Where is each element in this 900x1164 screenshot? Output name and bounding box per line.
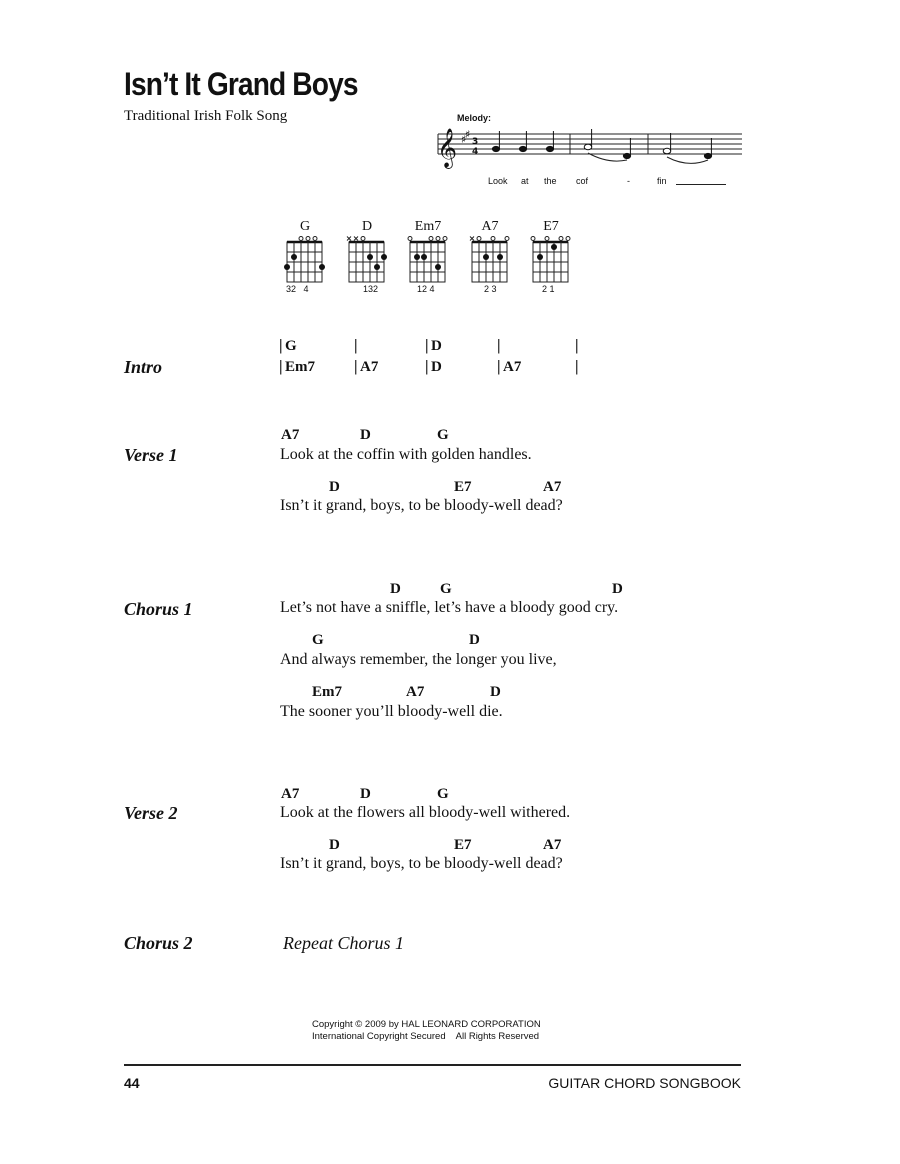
section-label-chorus-2: Chorus 2 xyxy=(124,933,193,953)
melody-lyric: Look xyxy=(488,176,508,186)
lyric-line: Look at the flowers all bloody-well withered. xyxy=(280,804,571,821)
chord: A7 xyxy=(406,684,425,700)
melody-lyric: fin xyxy=(657,176,667,186)
chord: E7 xyxy=(454,479,472,495)
chord-diagrams-grid xyxy=(275,236,615,286)
chord: D xyxy=(431,359,442,375)
chord-diagram-name: A7 xyxy=(481,219,499,234)
chord-fingering: 132 xyxy=(363,284,379,294)
time-sig-bottom: 4 xyxy=(472,147,479,157)
repeat-instruction: Repeat Chorus 1 xyxy=(283,933,404,953)
chord: G xyxy=(440,581,452,597)
chord: E7 xyxy=(454,837,472,853)
chord: G xyxy=(312,632,324,648)
song-title: Isn’t It Grand Boys xyxy=(124,66,358,102)
chord-diagram-name: G xyxy=(299,219,311,234)
bar-line: | xyxy=(279,337,283,354)
bar-line: | xyxy=(575,337,579,354)
chord: Em7 xyxy=(312,684,342,700)
chord: G xyxy=(437,427,449,443)
chord: D xyxy=(329,837,340,853)
book-title: GUITAR CHORD SONGBOOK xyxy=(548,1075,741,1091)
chord: D xyxy=(329,479,340,495)
chord-diagram-e7 xyxy=(531,237,570,283)
chord-diagram-d xyxy=(347,237,387,283)
chord: G xyxy=(285,338,297,354)
chord: D xyxy=(469,632,480,648)
chord: A7 xyxy=(543,479,562,495)
bar-line: | xyxy=(497,337,501,354)
chord-diagram-g xyxy=(284,237,325,283)
chord-diagram-name: E7 xyxy=(543,219,559,234)
chord-fingering: 2 1 xyxy=(542,284,555,294)
chord-fingering: 2 3 xyxy=(484,284,497,294)
sharp-icon: ♯ xyxy=(461,133,467,146)
lyric-line: And always remember, the longer you live, xyxy=(280,651,557,668)
chord: A7 xyxy=(281,786,300,802)
lyric-line: Look at the coffin with golden handles. xyxy=(280,446,532,463)
chord: A7 xyxy=(281,427,300,443)
melody-label: Melody: xyxy=(457,113,492,123)
footer-rule xyxy=(124,1064,741,1066)
lyric-line: Let’s not have a sniffle, let’s have a bloody good cry. xyxy=(280,599,619,616)
chord: D xyxy=(390,581,401,597)
chord: Em7 xyxy=(285,359,315,375)
melisma-line xyxy=(676,184,726,185)
bar-line: | xyxy=(279,358,283,375)
chord: A7 xyxy=(543,837,562,853)
lyric-line: Isn’t it grand, boys, to be bloody-well dead? xyxy=(280,855,563,872)
chord-fingering: 32 4 xyxy=(286,284,309,294)
bar-line: | xyxy=(425,358,429,375)
chord-diagram-a7 xyxy=(470,237,509,283)
chord: D xyxy=(490,684,501,700)
lyric-line: Isn’t it grand, boys, to be bloody-well dead? xyxy=(280,497,563,514)
bar-line: | xyxy=(575,358,579,375)
chord: A7 xyxy=(503,359,522,375)
melody-staff xyxy=(432,120,752,180)
copyright-line: International Copyright Secured All Rights Reserved xyxy=(312,1031,540,1042)
chord-fingering: 12 4 xyxy=(417,284,435,294)
chord: G xyxy=(437,786,449,802)
page-number: 44 xyxy=(124,1075,140,1091)
section-label-chorus-1: Chorus 1 xyxy=(124,599,193,619)
chord: D xyxy=(360,427,371,443)
bar-line: | xyxy=(354,358,358,375)
bar-line: | xyxy=(497,358,501,375)
chord: D xyxy=(360,786,371,802)
chord-diagram-name: D xyxy=(361,219,373,234)
song-subtitle: Traditional Irish Folk Song xyxy=(124,108,288,124)
bar-line: | xyxy=(354,337,358,354)
section-label-verse-1: Verse 1 xyxy=(124,445,178,465)
melody-lyric: - xyxy=(627,176,630,186)
chord: D xyxy=(612,581,623,597)
section-label-verse-2: Verse 2 xyxy=(124,803,178,823)
chord: D xyxy=(431,338,442,354)
chord-diagram-em7 xyxy=(408,237,447,283)
treble-clef-icon: 𝄞 xyxy=(437,128,458,168)
section-label-intro: Intro xyxy=(124,357,163,377)
sharp-icon: ♯ xyxy=(465,128,471,141)
melody-lyric: cof xyxy=(576,176,589,186)
lyric-line: The sooner you’ll bloody-well die. xyxy=(280,703,503,720)
chord: A7 xyxy=(360,359,379,375)
chord-diagram-name: Em7 xyxy=(414,219,442,234)
bar-line: | xyxy=(425,337,429,354)
time-sig-top: 3 xyxy=(472,137,479,147)
melody-lyric: at xyxy=(521,176,529,186)
melody-lyric: the xyxy=(544,176,557,186)
copyright-line: Copyright © 2009 by HAL LEONARD CORPORATION xyxy=(312,1019,541,1030)
